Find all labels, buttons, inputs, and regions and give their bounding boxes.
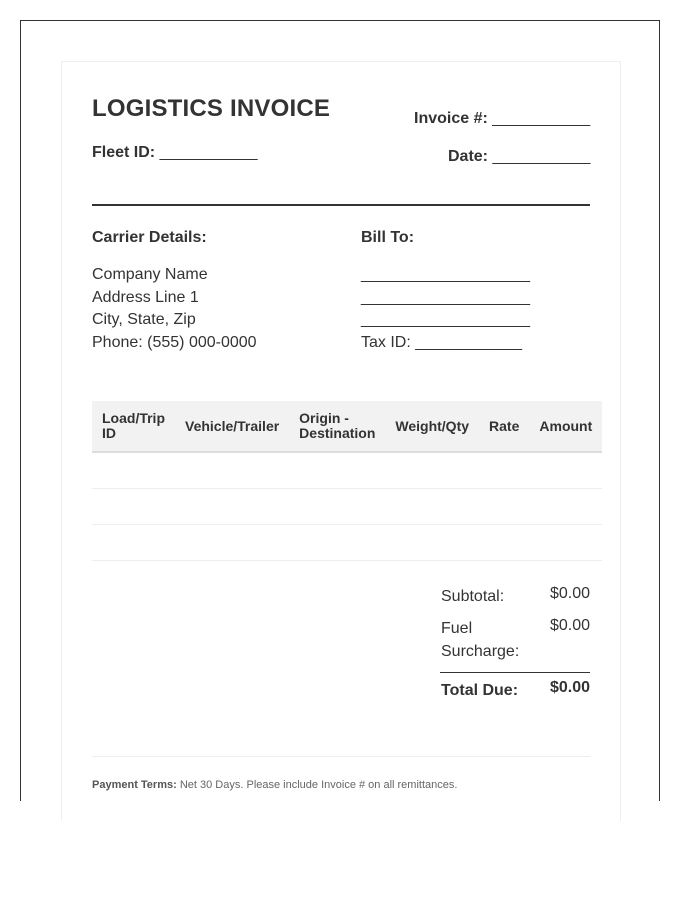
table-row <box>92 452 602 489</box>
date-label: Date: <box>448 148 489 165</box>
column-header-amount: Amount <box>529 401 602 452</box>
subtotal-label: Subtotal: <box>441 588 505 605</box>
carrier-phone: Phone: (555) 000-0000 <box>92 333 257 351</box>
bill-to-blank-line: ___________________ <box>361 266 531 283</box>
footer-divider <box>92 756 590 757</box>
bill-to-address <box>361 264 530 354</box>
bill-to-label: Bill To: <box>361 229 415 246</box>
table-row <box>92 489 602 525</box>
column-header-weight-qty: Weight/Qty <box>385 401 479 452</box>
total-due-label: Total Due: <box>441 682 519 699</box>
fleet-id-blank: ___________ <box>159 144 258 161</box>
table-cell <box>479 452 529 489</box>
fuel-surcharge-value: $0.00 <box>549 617 590 634</box>
table-cell <box>385 452 479 489</box>
table-cell <box>529 525 602 561</box>
column-header-load-trip-id: Load/Trip ID <box>92 401 175 452</box>
column-header-rate: Rate <box>479 401 529 452</box>
table-header-row <box>92 401 602 452</box>
carrier-city-state-zip: City, State, Zip <box>92 311 196 328</box>
fleet-id-label: Fleet ID: <box>92 144 156 161</box>
table-cell <box>175 525 289 561</box>
table-cell <box>479 525 529 561</box>
bill-to-tax-id: Tax ID: ____________ <box>361 333 523 351</box>
column-header-origin-destination: Origin - Destination <box>289 401 385 452</box>
table-cell <box>289 525 385 561</box>
invoice-title: LOGISTICS INVOICE <box>92 95 331 122</box>
table-cell <box>385 489 479 525</box>
table-cell <box>289 452 385 489</box>
table-cell <box>529 452 602 489</box>
carrier-company-name: Company Name <box>92 266 208 283</box>
carrier-address-line: Address Line 1 <box>92 288 199 306</box>
totals-divider <box>440 672 590 673</box>
total-due-value: $0.00 <box>549 679 590 696</box>
payment-terms-label: Payment Terms: <box>92 779 177 791</box>
fleet-id-field <box>92 144 257 162</box>
table-row <box>92 525 602 561</box>
table-cell <box>175 452 289 489</box>
line-items-table <box>92 401 602 561</box>
table-cell <box>289 489 385 525</box>
carrier-address <box>92 264 257 354</box>
invoice-number-field <box>414 110 590 128</box>
subtotal-value: $0.00 <box>549 585 590 602</box>
table-cell <box>529 489 602 525</box>
header-divider <box>92 204 590 206</box>
table-cell <box>92 525 175 561</box>
carrier-details-label: Carrier Details: <box>92 229 207 246</box>
invoice-number-blank: ___________ <box>492 110 591 127</box>
table-cell <box>479 489 529 525</box>
fuel-surcharge-label: Fuel Surcharge: <box>441 620 520 660</box>
table-cell <box>175 489 289 525</box>
table-cell <box>92 452 175 489</box>
payment-terms-text: Net 30 Days. Please include Invoice # on all remittances. <box>176 779 458 791</box>
bill-to-blank-line: ___________________ <box>361 311 531 328</box>
column-header-vehicle-trailer: Vehicle/Trailer <box>175 401 289 452</box>
date-field <box>448 148 590 166</box>
table-cell <box>385 525 479 561</box>
invoice-number-label: Invoice #: <box>414 110 488 127</box>
bill-to-blank-line: ___________________ <box>361 288 531 306</box>
payment-terms <box>92 779 457 791</box>
date-blank: ___________ <box>492 148 591 165</box>
table-cell <box>92 489 175 525</box>
